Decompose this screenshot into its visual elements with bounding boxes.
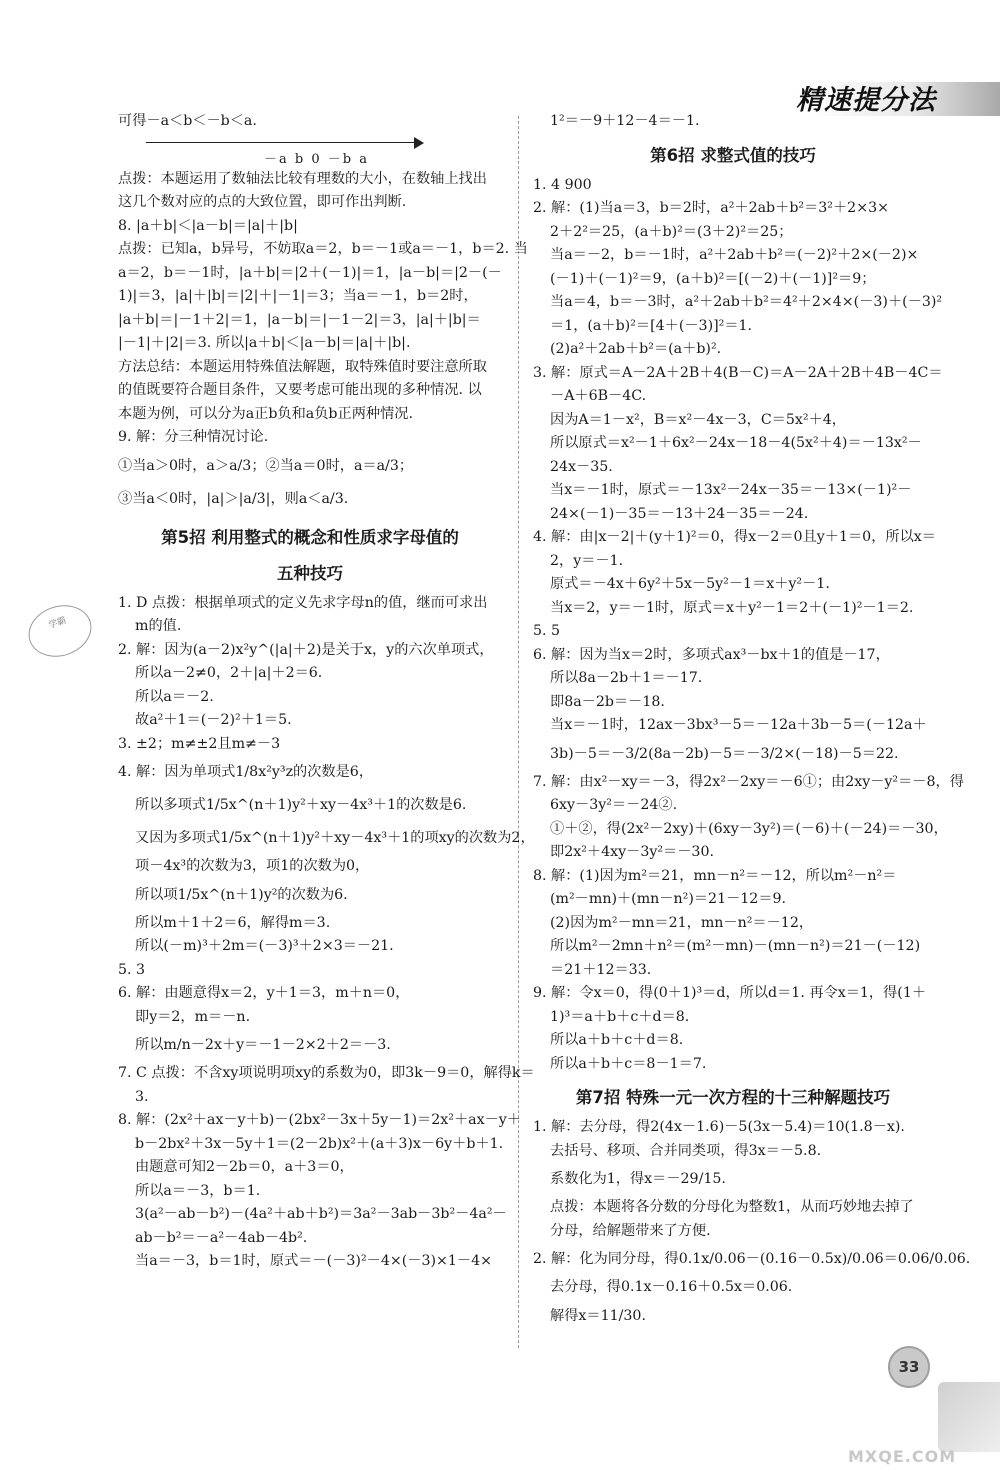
text-line: 当a＝－3，b＝1时，原式＝－(－3)²－4×(－3)×1－4× bbox=[135, 1253, 493, 1269]
text-line: 本题为例，可以分为a正b负和a负b正两种情况. bbox=[118, 405, 413, 422]
section-heading: 第7招 特殊一元一次方程的十三种解题技巧 bbox=[575, 1088, 891, 1107]
text-line: 1. 解：去分母，得2(4x－1.6)－5(3x－5.4)＝10(1.8－x). bbox=[533, 1119, 905, 1135]
arrow-right-icon bbox=[414, 137, 424, 149]
text-line: 点拨：本题运用了数轴法比较有理数的大小，在数轴上找出 bbox=[118, 170, 487, 187]
text-line: 所以a＋b＋c＋d＝8. bbox=[550, 1032, 684, 1048]
text-line: 7. 解：由x²－xy＝－3，得2x²－2xy＝－6①；由2xy－y²＝－8，得 bbox=[533, 773, 964, 790]
text-line: ＝21＋12＝33. bbox=[550, 961, 652, 978]
text-line: 所以m/n－2x＋y＝－1－2×2＋2＝－3. bbox=[135, 1037, 391, 1053]
text-line: 2. 解：(1)当a＝3，b＝2时，a²＋2ab＋b²＝3²＋2×3× bbox=[533, 200, 890, 216]
text-line: 所以a＝－2. bbox=[135, 688, 214, 705]
text-line: 当x＝－1时，原式＝－13x²－24x－35＝－13×(－1)²－ bbox=[550, 482, 912, 498]
right-column bbox=[533, 110, 971, 1333]
text-line: 3. bbox=[135, 1088, 149, 1105]
text-line: ab－b²＝－a²－4ab－4b². bbox=[135, 1229, 308, 1246]
section-heading: 第5招 利用整式的概念和性质求字母值的 bbox=[161, 527, 459, 547]
number-line-axis bbox=[146, 142, 416, 143]
text-line: ③当a＜0时，|a|＞|a/3|，则a＜a/3. bbox=[118, 490, 349, 507]
text-line: 当x＝－1时，12ax－3bx³－5＝－12a＋3b－5＝(－12a＋ bbox=[550, 717, 927, 733]
text-line: 方法总结：本题运用特殊值法解题，取特殊值时要注意所取 bbox=[118, 358, 487, 375]
text-line: 即8a－2b＝－18. bbox=[550, 693, 665, 710]
text-line: 去分母，得0.1x－0.16＋0.5x＝0.06. bbox=[550, 1279, 793, 1295]
text-line: 原式＝－4x＋6y²＋5x－5y²－1＝x＋y²－1. bbox=[550, 576, 830, 592]
text-line: 系数化为1，得x＝－29/15. bbox=[550, 1171, 726, 1187]
text-line: ①当a＞0时，a＞a/3；②当a＝0时，a＝a/3； bbox=[118, 457, 414, 474]
text-line: 所以(－m)³＋2m＝(－3)³＋2×3＝－21. bbox=[135, 938, 394, 954]
brand-logo: 精速提分法 bbox=[796, 85, 936, 116]
text-line: 2＋2²＝25，(a＋b)²＝(3＋2)²＝25； bbox=[550, 223, 793, 240]
text-line: 所以多项式1/5x^(n＋1)y²＋xy－4x³＋1的次数是6. bbox=[135, 797, 467, 813]
stamp-mark: 学霸 bbox=[22, 597, 98, 664]
text-line: 所以a＝－3，b＝1. bbox=[135, 1182, 261, 1199]
text-line: 这几个数对应的点的大致位置，即可作出判断. bbox=[118, 194, 407, 210]
number-line-labels: －a b 0 －b a bbox=[264, 151, 369, 167]
text-line: 所以a－2≠0，2＋|a|＋2＝6. bbox=[135, 665, 323, 681]
text-line: 24x－35. bbox=[550, 458, 613, 475]
text-line: 可得－a＜b＜－b＜a. bbox=[118, 113, 257, 129]
text-line: (2)a²＋2ab＋b²＝(a＋b)². bbox=[550, 341, 722, 357]
text-line: 所以项1/5x^(n＋1)y²的次数为6. bbox=[135, 886, 348, 903]
text-line: 当x＝2，y＝－1时，原式＝x＋y²－1＝2＋(－1)²－1＝2. bbox=[550, 599, 914, 616]
text-line: 5. 5 bbox=[533, 623, 561, 639]
text-line: 项－4x³的次数为3，项1的次数为0， bbox=[135, 858, 370, 874]
text-line: 2，y＝－1. bbox=[550, 552, 624, 569]
text-line: 1. 4 900 bbox=[533, 176, 592, 193]
text-line: |－1|＋|2|＝3. 所以|a＋b|＜|a－b|＝|a|＋|b|. bbox=[118, 335, 411, 351]
text-line: 的值既要符合题目条件，又要考虑可能出现的多种情况. 以 bbox=[118, 382, 482, 398]
text-line: ＝1，(a＋b)²＝[4＋(－3)]²＝1. bbox=[550, 317, 753, 334]
text-line: 去括号、移项、合并同类项，得3x＝－5.8. bbox=[550, 1142, 822, 1159]
text-line: 分母，给解题带来了方便. bbox=[550, 1222, 711, 1239]
text-line: 6xy－3y²＝－24②. bbox=[550, 797, 678, 813]
text-line: (－1)＋(－1)²＝9，(a＋b)²＝[(－2)＋(－1)]²＝9； bbox=[550, 270, 876, 287]
text-line: (2)因为m²－mn＝21，mn－n²＝－12， bbox=[550, 914, 814, 931]
text-line: 2. 解：因为(a－2)x²y^(|a|＋2)是关于x，y的六次单项式， bbox=[118, 641, 494, 658]
text-line: 8. 解：(2x²＋ax－y＋b)－(2bx²－3x＋5y－1)＝2x²＋ax－y＋ bbox=[118, 1112, 521, 1128]
text-line: b－2bx²＋3x－5y＋1＝(2－2b)x²＋(a＋3)x－6y＋b＋1. bbox=[135, 1135, 504, 1152]
text-line: 1)³＝a＋b＋c＋d＝8. bbox=[550, 1008, 690, 1025]
text-line: 由题意可知2－2b＝0，a＋3＝0， bbox=[135, 1159, 354, 1175]
text-line: 3(a²－ab－b²)－(4a²＋ab＋b²)＝3a²－3ab－3b²－4a²－ bbox=[135, 1206, 507, 1222]
text-line: 点拨：本题将各分数的分母化为整数1，从而巧妙地去掉了 bbox=[550, 1199, 914, 1215]
text-line: (m²－mn)＋(mn－n²)＝21－12＝9. bbox=[550, 891, 787, 907]
page-number: 33 bbox=[888, 1346, 930, 1388]
text-line: 2. 解：化为同分母，得0.1x/0.06－(0.16－0.5x)/0.06＝0.06/0.06. bbox=[533, 1251, 971, 1267]
text-line: 4. 解：因为单项式1/8x²y³z的次数是6， bbox=[118, 764, 374, 780]
text-line: 1²＝－9＋12－4＝－1. bbox=[550, 113, 700, 129]
watermark-logo bbox=[938, 1382, 1000, 1452]
text-line: 9. 解：分三种情况讨论. bbox=[118, 429, 269, 445]
text-line: 4. 解：由|x－2|＋(y＋1)²＝0，得x－2＝0且y＋1＝0，所以x＝ bbox=[533, 529, 936, 545]
text-line: 5. 3 bbox=[118, 961, 146, 978]
number-line bbox=[146, 134, 426, 168]
text-line: 即2x²＋4xy－3y²＝－30. bbox=[550, 844, 714, 860]
column-divider bbox=[518, 116, 519, 1348]
text-line: 6. 解：由题意得x＝2，y＋1＝3，m＋n＝0， bbox=[118, 985, 410, 1001]
text-line: |a＋b|＝|－1＋2|＝1，|a－b|＝|－1－2|＝3，|a|＋|b|＝ bbox=[118, 311, 481, 328]
text-line: 故a²＋1＝(－2)²＋1＝5. bbox=[135, 712, 292, 728]
text-line: 所以8a－2b＋1＝－17. bbox=[550, 670, 703, 686]
text-line: 所以m²－2mn＋n²＝(m²－mn)－(mn－n²)＝21－(－12) bbox=[550, 938, 921, 954]
text-line: 7. C 点拨：不含xy项说明项xy的系数为0，即3k－9＝0，解得k＝ bbox=[118, 1065, 535, 1081]
text-line: 9. 解：令x＝0，得(0＋1)³＝d，所以d＝1. 再令x＝1，得(1＋ bbox=[533, 985, 927, 1001]
text-line: ①＋②，得(2x²－2xy)＋(6xy－3y²)＝(－6)＋(－24)＝－30， bbox=[550, 820, 948, 837]
text-line: 1)|＝3，|a|＋|b|＝|2|＋|－1|＝3；当a＝－1，b＝2时， bbox=[118, 288, 478, 304]
text-line: 1. D 点拨：根据单项式的定义先求字母n的值，继而可求出 bbox=[118, 594, 488, 611]
text-line: 即y＝2，m＝－n. bbox=[135, 1008, 251, 1025]
text-line: 8. 解：(1)因为m²＝21，mn－n²＝－12，所以m²－n²＝ bbox=[533, 867, 897, 884]
text-line: 当a＝－2，b＝－1时，a²＋2ab＋b²＝(－2)²＋2×(－2)× bbox=[550, 247, 919, 263]
text-line: 24×(－1)－35＝－13＋24－35＝－24. bbox=[550, 505, 809, 522]
text-line: 解得x＝11/30. bbox=[550, 1307, 646, 1324]
text-line: 8. |a＋b|＜|a－b|＝|a|＋|b| bbox=[118, 217, 298, 234]
text-line: 所以a＋b＋c＝8－1＝7. bbox=[550, 1055, 707, 1072]
text-line: 当a＝4，b＝－3时，a²＋2ab＋b²＝4²＋2×4×(－3)＋(－3)² bbox=[550, 294, 943, 310]
text-line: 所以m＋1＋2＝6，解得m＝3. bbox=[135, 914, 331, 931]
section-heading: 五种技巧 bbox=[277, 563, 343, 583]
section-heading: 第6招 求整式值的技巧 bbox=[650, 145, 816, 165]
watermark-text: MXQE.COM bbox=[848, 1447, 957, 1466]
text-line: 因为A＝1－x²，B＝x²－4x－3，C＝5x²＋4， bbox=[550, 411, 846, 428]
left-column bbox=[118, 110, 535, 1274]
text-line: －A＋6B－4C. bbox=[550, 388, 647, 404]
text-line: a＝2，b＝－1时，|a＋b|＝|2＋(－1)|＝1，|a－b|＝|2－(－ bbox=[118, 264, 502, 281]
text-line: 点拨：已知a，b异号，不妨取a＝2，b＝－1或a＝－1，b＝2. 当 bbox=[118, 241, 528, 257]
text-line: 又因为多项式1/5x^(n＋1)y²＋xy－4x³＋1的项xy的次数为2， bbox=[135, 830, 535, 846]
text-line: 3. ±2；m≠±2且m≠－3 bbox=[118, 735, 281, 752]
text-line: m的值. bbox=[135, 618, 182, 634]
text-line: 3b)－5＝－3/2(8a－2b)－5＝－3/2×(－18)－5＝22. bbox=[550, 745, 899, 762]
text-line: 3. 解：原式＝A－2A＋2B＋4(B－C)＝A－2A＋2B＋4B－4C＝ bbox=[533, 364, 943, 381]
text-line: 所以原式＝x²－1＋6x²－24x－18－4(5x²＋4)＝－13x²－ bbox=[550, 435, 922, 451]
text-line: 6. 解：因为当x＝2时，多项式ax³－bx＋1的值是－17， bbox=[533, 646, 890, 663]
